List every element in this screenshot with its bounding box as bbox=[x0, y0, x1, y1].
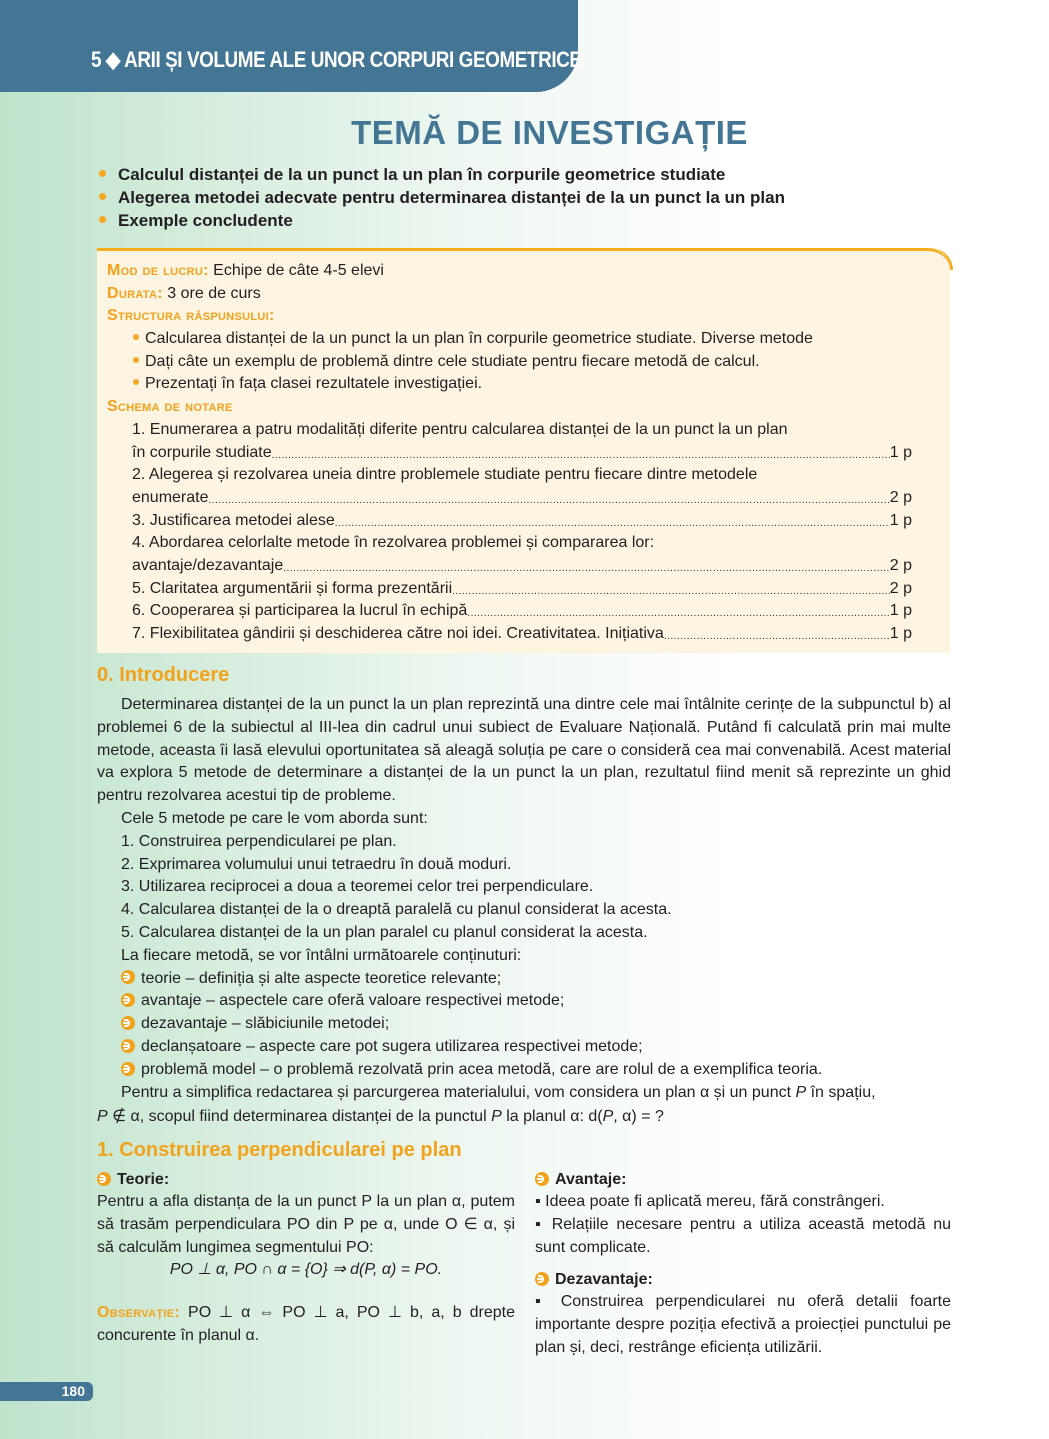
grading-points: 2 p bbox=[889, 556, 912, 574]
structure-item: Prezentați în fața clasei rezultatele investigației. bbox=[107, 373, 912, 396]
grading-item-first-line: 4. Abordarea celorlalte metode în rezolvarea problemei și compararea lor: bbox=[132, 534, 655, 552]
content-item: declanșatoare – aspecte care pot sugera utilizarea respectivei metode; bbox=[121, 1036, 876, 1059]
grading-points: 2 p bbox=[889, 488, 912, 506]
methods-list: Cele 5 metode pe care le vom aborda sunt: 1. Construirea perpendicularei pe plan. 2. Exprimarea volumului unui tetraedru în două moduri. 3. Utilizarea reciprocei a doua a teoremei celor trei perpendiculare. 4. Calcularea distanței de la o dreaptă paralelă cu planul considerat la acesta. 5. Calcularea distanței de la un plan paralel cu planul considerat la acesta. La fiecare metodă, se vor întâlni următoarele conținuturi: teorie – definiția și alte aspecte teoretice relevante; avantaje – aspectele care oferă valoare respectivei metode; dezavantaje – slăbiciunile metodei; declanșatoare – aspecte care pot sugera utilizarea respectivei metode; problemă model – o problemă rezolvată prin acea metodă, care are rolul de a exemplifica teoria. Pentru a simplifica redactarea și parcurgerea materialului, vom considera un plan α și un punct P în spațiu, bbox=[121, 808, 876, 1104]
bullet-icon bbox=[133, 334, 139, 340]
bullet-icon bbox=[133, 379, 139, 385]
arrow-right-circle-icon bbox=[121, 1016, 135, 1030]
topic-item: Calculul distanței de la un punct la un plan în corpurile geometrice studiate bbox=[97, 163, 785, 186]
bullet-icon bbox=[133, 357, 139, 363]
bullet-icon bbox=[99, 193, 106, 200]
content-item: avantaje – aspectele care oferă valoare respectivei metode; bbox=[121, 990, 876, 1013]
duration: Durata: 3 ore de curs bbox=[107, 284, 261, 302]
intro-heading: 0. Introducere bbox=[97, 664, 230, 686]
grading-item-first-line: 2. Alegerea și rezolvarea uneia dintre problemele studiate pentru fiecare dintre metodele bbox=[132, 466, 758, 484]
work-mode: Mod de lucru: Echipe de câte 4-5 elevi bbox=[107, 262, 384, 279]
method-item: 3. Utilizarea reciprocei a doua a teoremei celor trei perpendiculare. bbox=[121, 878, 594, 896]
theory-text: Pentru a afla distanța de la un punct P la un plan α, putem să trasăm perpendiculara PO din P pe α, unde O ∈ α, și să calculăm lungimea segmentului PO: bbox=[97, 1193, 515, 1256]
arrow-right-circle-icon bbox=[97, 1172, 111, 1186]
observation: Observație: PO ⊥ α ⇔ PO ⊥ a, PO ⊥ b, a, b drepte concurente în planul α. bbox=[97, 1304, 515, 1344]
grading-points: 1 p bbox=[889, 625, 912, 642]
grading-label: Schema de notare bbox=[107, 398, 233, 416]
content-item: teorie – definiția și alte aspecte teoretice relevante; bbox=[121, 968, 876, 991]
arrow-right-circle-icon bbox=[121, 970, 135, 984]
arrow-right-circle-icon bbox=[121, 993, 135, 1007]
chapter-header-band bbox=[0, 0, 578, 92]
arrow-right-circle-icon bbox=[121, 1039, 135, 1053]
grading-item: 5. Claritatea argumentării și forma prezentării ..... 2 p bbox=[107, 578, 912, 601]
method-item: 2. Exprimarea volumului unui tetraedru în două moduri. bbox=[121, 855, 512, 873]
grading-item: 6. Cooperarea și participarea la lucrul în echipă ..... 1 p bbox=[107, 600, 912, 623]
assignment-info-box bbox=[97, 248, 950, 653]
advantages-heading: Avantaje: bbox=[535, 1168, 951, 1191]
grading-item-first-line: 1. Enumerarea a patru modalități diferite pentru calcularea distanței de la un punct la un plan bbox=[132, 420, 788, 438]
method-item: 5. Calcularea distanței de la un plan paralel cu planul considerat la acesta. bbox=[121, 923, 648, 941]
method-item: 4. Calcularea distanței de la o dreaptă paralelă cu planul considerat la acesta. bbox=[121, 901, 672, 919]
page-number: 180 bbox=[0, 1382, 93, 1401]
pros-cons-column bbox=[535, 1168, 951, 1360]
advantage-item: ▪ Ideea poate fi aplicată mereu, fără constrângeri. bbox=[535, 1193, 885, 1210]
grading-item: avantaje/dezavantaje ..... 2 p bbox=[107, 555, 912, 578]
page-title: TEMĂ DE INVESTIGAȚIE bbox=[351, 114, 748, 151]
theory-heading: Teorie: bbox=[97, 1168, 515, 1191]
section-1-heading: 1. Construirea perpendicularei pe plan bbox=[97, 1139, 462, 1161]
bullet-icon bbox=[99, 216, 106, 223]
advantage-item: ▪ Relațiile necesare pentru a utiliza această metodă nu sunt complicate. bbox=[535, 1215, 951, 1256]
method-item: 1. Construirea perpendicularei pe plan. bbox=[121, 832, 397, 850]
grading-item: 7. Flexibilitatea gândirii și deschiderea către noi idei. Creativitatea. Inițiativa ..... 1 p bbox=[107, 623, 912, 646]
content-item: problemă model – o problemă rezolvată prin acea metodă, care are rolul de a exemplifica teoria. bbox=[121, 1059, 876, 1082]
grading-item: în corpurile studiate ..... 1 p bbox=[107, 442, 912, 465]
arrow-right-circle-icon bbox=[121, 1062, 135, 1076]
disadvantage-item: ▪ Construirea perpendicularei nu oferă detalii foarte importante despre poziția efectivă a proiecției punctului pe plan și, deci, restrânge eficiența utilizării. bbox=[535, 1293, 951, 1356]
grading-item: enumerate ..... 2 p bbox=[107, 487, 912, 510]
grading-points: 1 p bbox=[889, 511, 912, 529]
chapter-title: 5 ◆ ARII ȘI VOLUME ALE UNOR CORPURI GEOMETRICE bbox=[91, 47, 582, 72]
topic-item: Alegerea metodei adecvate pentru determinarea distanței de la un punct la un plan bbox=[97, 186, 785, 209]
arrow-right-circle-icon bbox=[535, 1172, 549, 1186]
grading-points: 2 p bbox=[889, 579, 912, 597]
grading-points: 1 p bbox=[889, 602, 912, 620]
bullet-icon bbox=[99, 170, 106, 177]
grading-points: 1 p bbox=[889, 443, 912, 461]
disadvantages-heading: Dezavantaje: bbox=[535, 1268, 951, 1291]
content-item: dezavantaje – slăbiciunile metodei; bbox=[121, 1013, 876, 1036]
arrow-right-circle-icon bbox=[535, 1272, 549, 1286]
closing-line-2: P ∉ α, scopul fiind determinarea distanței de la punctul P la planul α: d(P, α) = ? bbox=[97, 1108, 664, 1125]
structure-item: Calcularea distanței de la un punct la un plan în corpurile geometrice studiate. Diverse metode bbox=[107, 328, 912, 351]
structure-item: Dați câte un exemplu de problemă dintre cele studiate pentru fiecare metodă de calcul. bbox=[107, 351, 912, 374]
structure-label: Structura răspunsului: bbox=[107, 307, 275, 325]
grading-item: 3. Justificarea metodei alese ..... 1 p bbox=[107, 510, 912, 533]
closing-line-1: Pentru a simplifica redactarea și parcurgerea materialului, vom considera un plan α și un punct P în spațiu, bbox=[121, 1083, 876, 1101]
topic-list bbox=[97, 163, 785, 232]
topic-item: Exemple concludente bbox=[97, 209, 785, 232]
theory-formula: PO ⊥ α, PO ∩ α = {O} ⇒ d(P, α) = PO. bbox=[169, 1261, 443, 1279]
theory-column bbox=[97, 1168, 515, 1348]
intro-paragraph: Determinarea distanței de la un punct la un plan reprezintă una dintre cele mai întâlnite cerințe de la subpunctul b) al problemei 6 de la subiectul al III-lea din cadrul unui subiect de Evaluare Națională. Putând fi calculată prin mai multe metode, aceasta îi lasă elevului oportunitatea să aleagă soluția pe care o consideră cea mai convenabilă. Acest material va explora 5 metode de determinare a distanței de la un punct la un plan, rezultatul fiind menit să reprezinte un ghid pentru rezolvarea acestui tip de probleme. bbox=[97, 696, 951, 805]
